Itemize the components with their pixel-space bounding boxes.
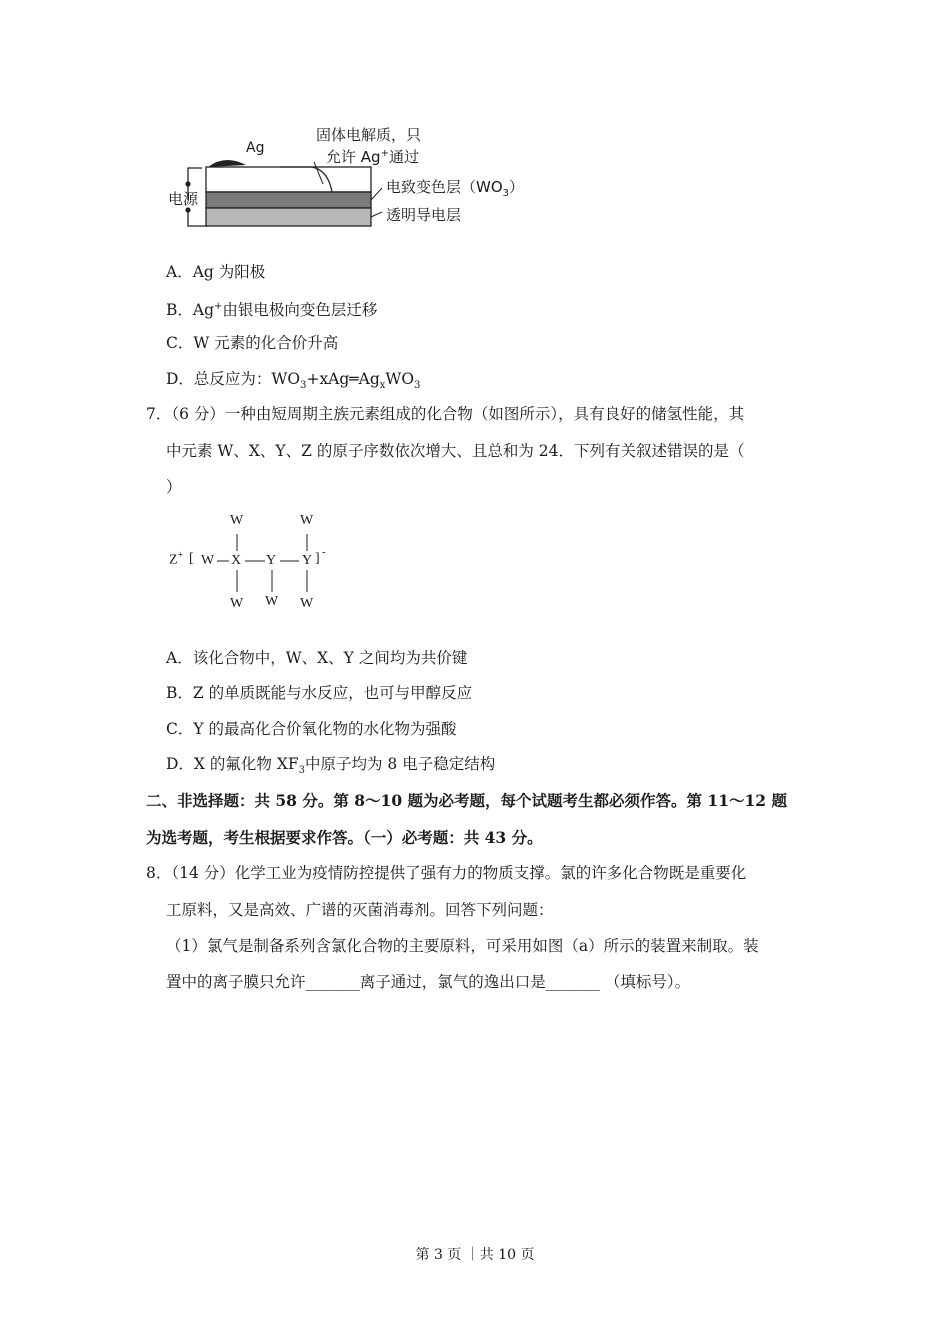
bracket-open: [ <box>189 551 194 566</box>
structure-figure <box>165 510 345 615</box>
page-footer: 第 3 页 ｜共 10 页 <box>415 1247 535 1263</box>
atom-w-left: W <box>201 553 215 568</box>
q7-stem-line1: 7．（6 分）一种由短周期主族元素组成的化合物（如图所示），具有良好的储氢性能，其 <box>146 405 745 423</box>
power-label: 电源 <box>168 190 199 208</box>
q8-line2: 工原料，又是高效、广谱的灭菌消毒剂。回答下列问题： <box>166 901 554 919</box>
electrolyte-label-line2: 允许 Ag+通过 <box>326 148 419 166</box>
q7-stem-line3: ） <box>166 478 182 496</box>
conductive-layer-label: 透明导电层 <box>386 206 462 224</box>
electrolyte-label-line1: 固体电解质，只 <box>316 126 422 144</box>
atom-x: X <box>231 553 242 568</box>
charge-minus: - <box>322 546 326 558</box>
atom-w-top-1: W <box>230 513 244 528</box>
atom-y-1: Y <box>266 553 277 568</box>
q8-line1: 8．（14 分）化学工业为疫情防控提供了强有力的物质支撑。氯的许多化合物既是重要化 <box>146 864 747 882</box>
section2-line2: 为选考题，考生根据要求作答。（一）必考题：共 43 分。 <box>146 828 543 847</box>
q8-line3: （1）氯气是制备系列含氯化合物的主要原料，可采用如图（a）所示的装置来制取。装 <box>166 937 759 955</box>
q6-option-c: C．W 元素的化合价升高 <box>166 334 339 352</box>
q7-option-a: A．该化合物中，W、X、Y 之间均为共价键 <box>166 649 468 667</box>
atom-w-bottom-3: W <box>300 596 314 611</box>
q6-option-d: D．总反应为：$WO_3+xAg═Ag_xWO_3$ <box>166 370 421 392</box>
atom-w-bottom-1: W <box>230 596 244 611</box>
wo3-layer-label: 电致变色层$(WO_3)$ <box>386 178 525 199</box>
electrochromic-figure <box>160 118 550 233</box>
bracket-close: ] <box>315 551 320 566</box>
atom-y-2: Y <box>302 553 313 568</box>
q6-option-a: A．Ag 为阳极 <box>166 263 266 281</box>
q7-option-b: B．Z 的单质既能与水反应，也可与甲醇反应 <box>166 684 473 702</box>
atom-w-bottom-2: W <box>265 594 279 609</box>
section2-line1: 二、非选择题：共 58 分。第 8～10 题为必考题，每个试题考生都必须作答。第 11～12 题 <box>146 791 787 810</box>
q8-line4: 置中的离子膜只允许_______离子通过，氯气的逸出口是_______ （填标号）。 <box>166 973 691 991</box>
q6-option-b: B．Ag+由银电极向变色层迁移 <box>166 301 378 320</box>
atom-w-top-2: W <box>300 513 314 528</box>
ag-label: Ag <box>246 140 265 156</box>
q7-option-c: C．Y 的最高化合价氧化物的水化物为强酸 <box>166 720 457 738</box>
q7-option-d: D．X 的氟化物 $XF_3$中原子均为 8 电子稳定结构 <box>166 755 496 777</box>
q7-stem-line2: 中元素 W、X、Y、Z 的原子序数依次增大、且总和为 24．下列有关叙述错误的是（ <box>166 442 745 460</box>
atom-z: Z+ <box>169 550 184 568</box>
